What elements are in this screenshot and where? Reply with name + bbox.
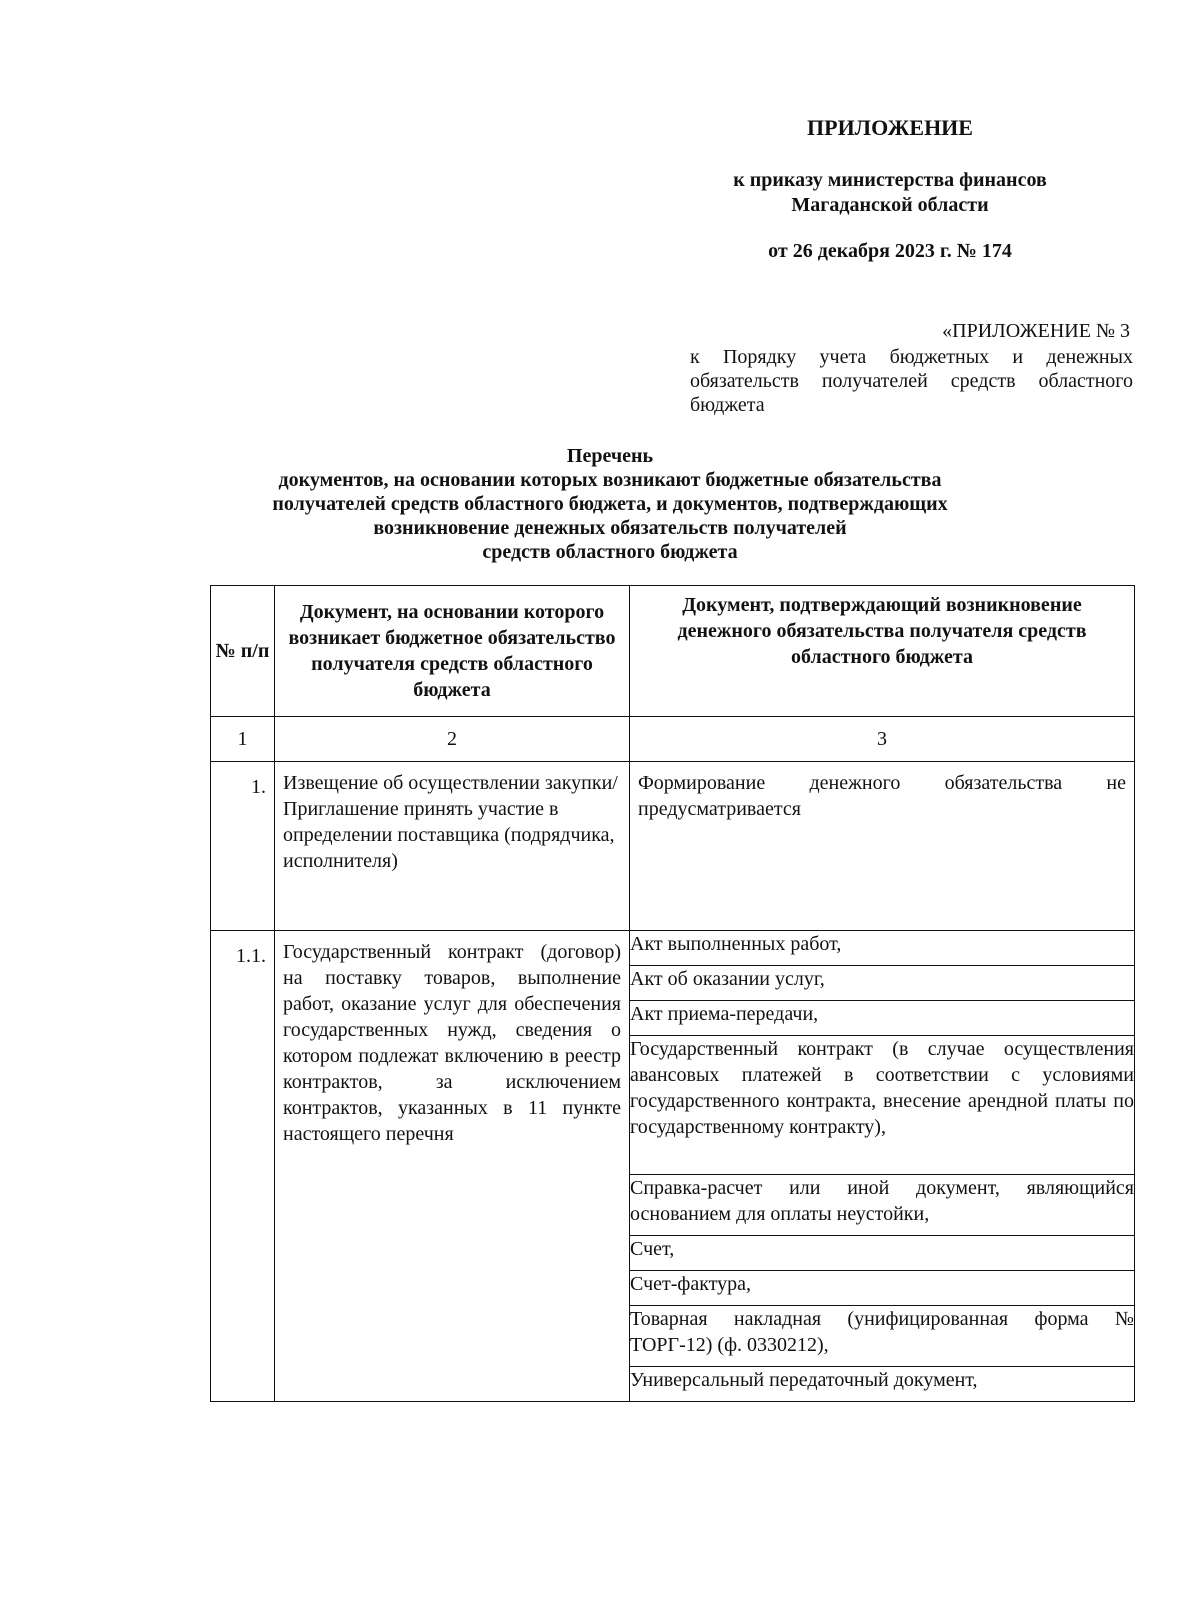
order-date: от 26 декабря 2023 г. № 174	[768, 240, 1012, 262]
order-reference-line-1: к приказу министерства финансов	[733, 169, 1047, 191]
row-basis-document: Государственный контракт (договор) на поставку товаров, выполнение работ, оказание услуг для обеспечения государственных нужд, сведения о котором подлежат включению в реестр контрактов, за исключением контрактов, указанных в 11 пункте настоящего перечня	[275, 931, 630, 1402]
list-title-line-5: средств областного бюджета	[482, 541, 738, 563]
row-confirming-document: Формирование денежного обязательства не предусматривается	[630, 762, 1135, 931]
confirming-document-item: Счет,	[630, 1236, 1135, 1271]
table-row	[211, 931, 1135, 966]
appendix-order-reference	[650, 168, 1130, 218]
order-reference-line-2: Магаданской области	[791, 194, 989, 216]
row-number: 1.1.	[211, 931, 275, 1402]
list-title-line-1: Перечень	[566, 445, 654, 467]
column-number-1: 1	[211, 717, 275, 762]
confirming-document-item: Акт приема-передачи,	[630, 1001, 1135, 1036]
confirming-document-item: Справка-расчет или иной документ, являющийся основанием для оплаты неустойки,	[630, 1175, 1135, 1236]
header-basis-document: Документ, на основании которого возникает бюджетное обязательство получателя средств областного бюджета	[275, 586, 630, 717]
header-confirming-document: Документ, подтверждающий возникновение денежного обязательства получателя средств областного бюджета	[630, 586, 1135, 717]
row-basis-document: Извещение об осуществлении закупки/ Приглашение принять участие в определении поставщика (подрядчика, исполнителя)	[275, 762, 630, 931]
list-title	[140, 444, 1080, 564]
list-title-line-4: возникновение денежных обязательств получателей	[373, 517, 847, 539]
list-title-line-3: получателей средств областного бюджета, и документов, подтверждающих	[272, 493, 948, 515]
confirming-document-item: Универсальный передаточный документ,	[630, 1367, 1135, 1402]
table-header-row	[211, 586, 1135, 717]
column-number-3: 3	[630, 717, 1135, 762]
appendix-title: ПРИЛОЖЕНИЕ	[807, 115, 973, 140]
table-row	[211, 762, 1135, 931]
confirming-document-item: Акт об оказании услуг,	[630, 966, 1135, 1001]
confirming-document-item: Товарная накладная (унифицированная форма № ТОРГ-12) (ф. 0330212),	[630, 1306, 1135, 1367]
appendix-3-title: «ПРИЛОЖЕНИЕ № 3	[942, 320, 1130, 342]
column-numbers-row	[211, 717, 1135, 762]
header-number: № п/п	[211, 586, 275, 717]
documents-table	[210, 585, 1135, 1402]
row-number: 1.	[211, 762, 275, 931]
confirming-document-item: Государственный контракт (в случае осуществления авансовых платежей в соответствии с условиями государственного контракта, внесение арендной платы по государственному контракту),	[630, 1036, 1135, 1175]
confirming-document-item: Акт выполненных работ,	[630, 931, 1135, 966]
confirming-document-item: Счет-фактура,	[630, 1271, 1135, 1306]
appendix-3-text: к Порядку учета бюджетных и денежных обязательств получателей средств областного бюджета	[690, 346, 1133, 416]
list-title-line-2: документов, на основании которых возникают бюджетные обязательства	[278, 469, 942, 491]
column-number-2: 2	[275, 717, 630, 762]
